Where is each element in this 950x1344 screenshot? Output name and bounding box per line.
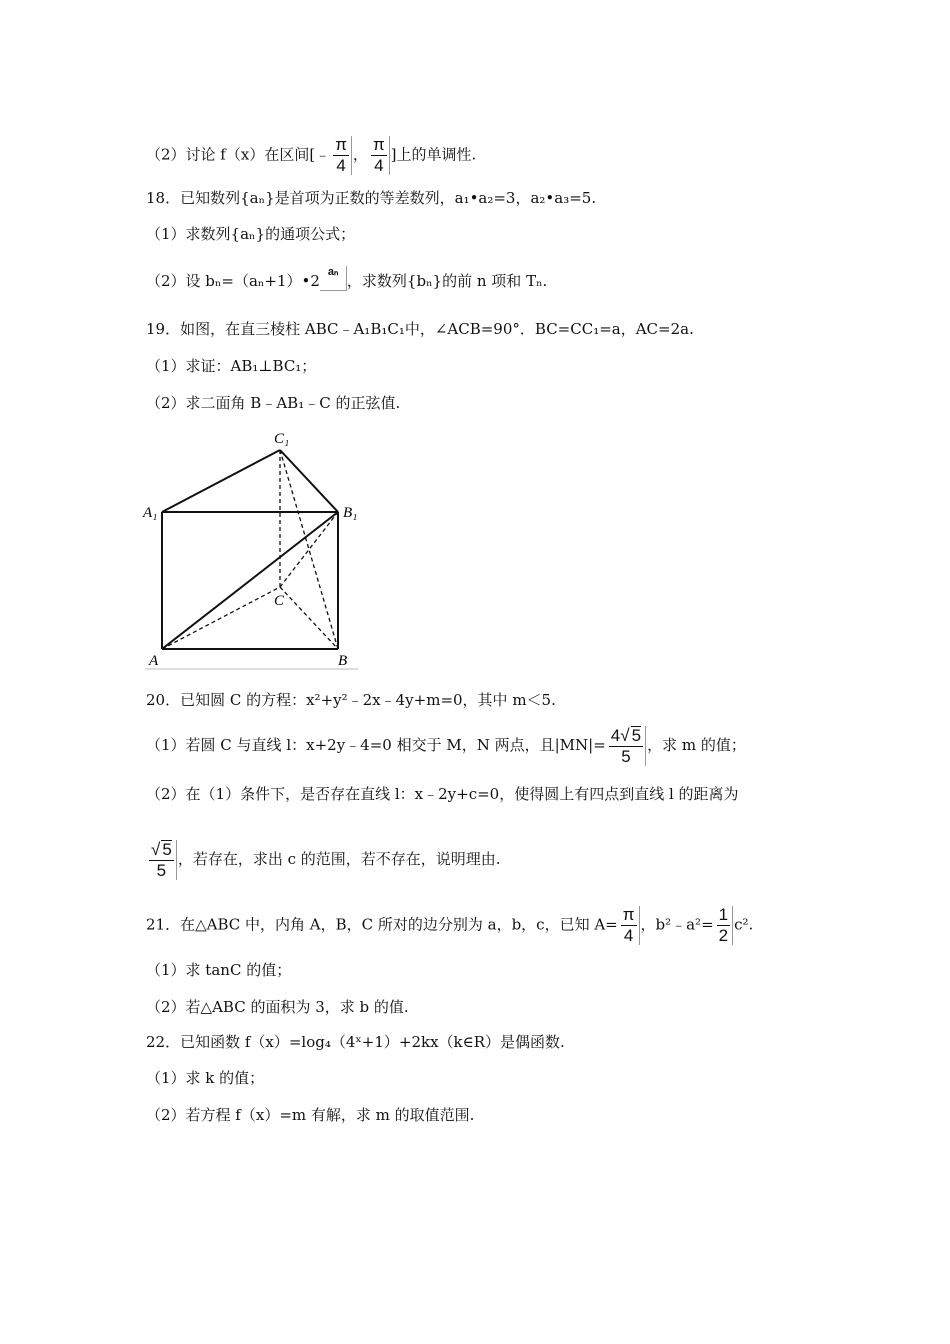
q17-part2 — [146, 136, 476, 175]
label-b: B — [338, 653, 348, 669]
edge-ab1 — [162, 512, 338, 649]
exponent-text: aₙ — [327, 266, 339, 278]
label-a: A — [149, 653, 159, 669]
prism-figure — [140, 425, 365, 675]
label-a1: A₁ — [143, 505, 158, 521]
q17-frac-right — [369, 136, 390, 175]
q18-part2 — [146, 266, 547, 291]
q17-part2-prefix: （2）讨论 f（x）在区间[﹣ — [146, 145, 331, 164]
frac-denominator: 5 — [156, 861, 167, 880]
frac-denominator: 4 — [336, 156, 346, 175]
q19-stem: 19．如图，在直三棱柱 ABC﹣A₁B₁C₁中，∠ACB=90°．BC=CC₁=a，AC=2a. — [146, 320, 694, 338]
q20-stem: 20．已知圆 C 的方程：x²+y²﹣2x﹣4y+m=0，其中 m＜5. — [146, 691, 556, 709]
q20-part2-line1: （2）在（1）条件下，是否存在直线 l：x﹣2y+c=0，使得圆上有四点到直线 l 的距离为 — [146, 785, 739, 803]
frac-numerator: π — [372, 135, 385, 154]
q21-half-frac — [715, 906, 733, 945]
q21-angle-frac — [619, 906, 640, 945]
frac-denominator: 4 — [374, 156, 384, 175]
q18-exponent — [320, 266, 347, 291]
q20-part1-prefix: （1）若圆 C 与直线 l：x+2y﹣4=0 相交于 M，N 两点，且|MN|= — [146, 736, 606, 754]
frac-numerator: π — [622, 905, 635, 924]
q19-part2: （2）求二面角 B﹣AB₁﹣C 的正弦值. — [146, 394, 401, 412]
q18-stem: 18．已知数列{aₙ}是首项为正数的等差数列，a₁•a₂=3，a₂•a₃=5. — [146, 189, 597, 207]
q17-part2-suffix: ]上的单调性. — [390, 145, 477, 164]
q20-mn-frac — [607, 726, 646, 766]
q18-part1: （1）求数列{aₙ}的通项公式； — [146, 225, 356, 243]
q21-stem-suffix: c². — [734, 915, 754, 934]
frac-denominator: 2 — [718, 926, 729, 945]
q21-stem — [146, 906, 753, 945]
q18-part2-suffix: ，求数列{bₙ}的前 n 项和 Tₙ. — [346, 272, 548, 290]
label-b1: B₁ — [343, 505, 358, 521]
q20-distance-frac — [147, 840, 177, 880]
frac-denominator: 5 — [621, 747, 631, 766]
radicand: 5 — [631, 726, 642, 745]
q18-part2-prefix: （2）设 bₙ=（aₙ+1）•2 — [146, 272, 320, 290]
coefficient: 4 — [610, 726, 621, 745]
q21-stem-mid: ，b²﹣a²= — [640, 915, 714, 934]
label-c: C — [274, 593, 285, 609]
edge-c1b1 — [280, 450, 338, 512]
frac-numerator: 4√ 5 — [610, 726, 642, 745]
comma: ， — [352, 145, 368, 164]
radicand: 5 — [162, 840, 172, 859]
q20-part2-suffix: ，若存在，求出 c 的范围，若不存在，说明理由. — [177, 850, 501, 868]
label-c1: C₁ — [274, 431, 290, 447]
frac-denominator: 4 — [623, 926, 634, 945]
q21-part1: （1）求 tanC 的值； — [146, 961, 292, 979]
q20-part1-suffix: ，求 m 的值； — [647, 736, 746, 754]
edge-a1c1 — [162, 450, 280, 512]
q22-part1: （1）求 k 的值； — [146, 1069, 265, 1087]
q22-part2: （2）若方程 f（x）=m 有解，求 m 的取值范围. — [146, 1106, 475, 1124]
q17-frac-left — [331, 136, 352, 175]
q21-stem-prefix: 21．在△ABC 中，内角 A，B，C 所对的边分别为 a，b，c，已知 A= — [146, 915, 618, 934]
q20-part1 — [146, 726, 746, 766]
edge-ac — [162, 587, 280, 649]
frac-numerator: √ 5 — [151, 840, 172, 859]
q21-part2: （2）若△ABC 的面积为 3，求 b 的值. — [146, 998, 409, 1016]
frac-numerator: 1 — [718, 905, 729, 924]
frac-numerator: π — [335, 135, 347, 154]
q19-part1: （1）求证：AB₁⊥BC₁； — [146, 357, 317, 375]
q20-part2-line2 — [146, 840, 501, 880]
q22-stem: 22．已知函数 f（x）=log₄（4ˣ+1）+2kx（k∈R）是偶函数. — [146, 1033, 565, 1051]
